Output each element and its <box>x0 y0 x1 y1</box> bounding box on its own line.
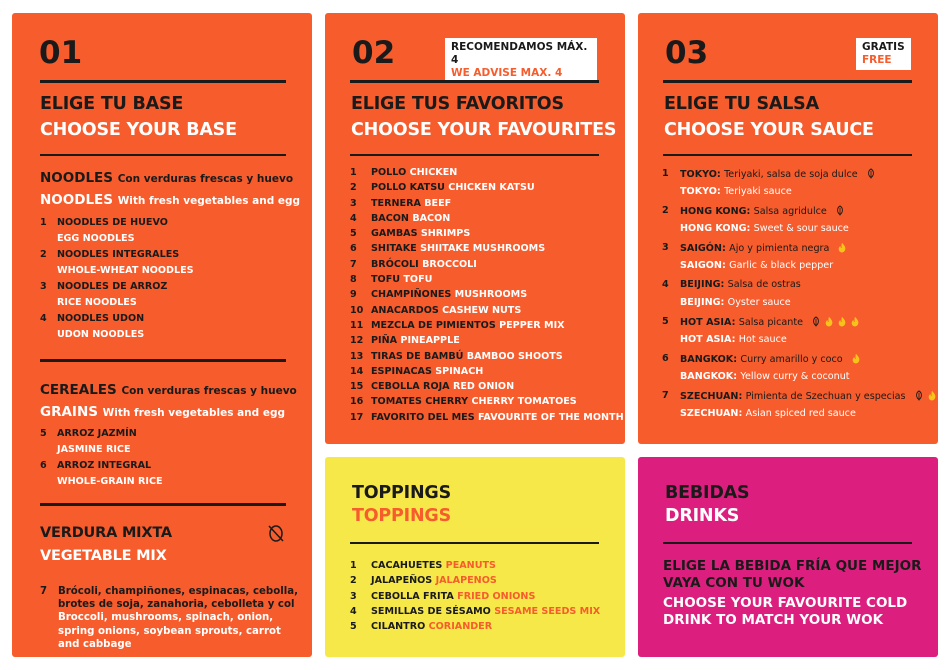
sauce-es <box>680 168 876 182</box>
item-index: 7 <box>350 258 357 270</box>
item-index: 16 <box>350 396 364 408</box>
item-en: FAVOURITE OF THE MONTH <box>477 411 624 423</box>
veg-desc-es-line: brotes de soja, zanahoria, cebolleta y col <box>58 599 295 611</box>
item-en: PEANUTS <box>445 560 496 571</box>
item-en: BAMBOO SHOOTS <box>466 350 563 362</box>
item-index: 6 <box>40 460 47 471</box>
chili-flame-icon <box>821 318 834 329</box>
sauce-icons <box>834 242 847 256</box>
veg-desc-es-line: Brócoli, champiñones, espinacas, cebolla, <box>58 586 298 597</box>
no-egg-icon <box>266 523 286 543</box>
noodles-desc-es: Con verduras frescas y huevo <box>117 173 294 185</box>
item-text <box>371 303 521 318</box>
sauce-icons <box>808 316 860 330</box>
item-index: 14 <box>350 365 364 377</box>
item-text <box>371 410 624 425</box>
chili-flame-icon <box>847 318 860 329</box>
sauce-name-en: HOT ASIA: <box>680 334 736 345</box>
sauce-desc-en: Asian spiced red sauce <box>745 408 856 419</box>
grains-heading-en <box>40 406 285 420</box>
item-index: 1 <box>662 168 669 179</box>
item-index: 2 <box>40 249 47 260</box>
grains-label-es: CEREALES <box>40 382 117 398</box>
item-en: CHICKEN KATSU <box>448 182 535 194</box>
step-number: 01 <box>39 35 83 71</box>
veg-title-en: VEGETABLE MIX <box>40 548 167 564</box>
item-text <box>371 558 496 573</box>
item-es: MEZCLA DE PIMIENTOS <box>371 319 496 331</box>
item-es: NOODLES DE HUEVO <box>57 217 168 228</box>
item-text <box>371 257 477 272</box>
sauce-en <box>680 408 856 420</box>
sauce-name-en: SZECHUAN: <box>680 408 743 419</box>
badge-text-es: GRATIS <box>862 41 905 53</box>
chili-flame-icon <box>834 244 847 255</box>
item-text <box>371 619 492 634</box>
item-index: 3 <box>662 242 669 253</box>
item-en: MUSHROOMS <box>454 289 528 301</box>
step-number: 03 <box>665 35 709 71</box>
sauce-en <box>680 371 850 383</box>
sauce-name-es: BANGKOK: <box>680 354 738 365</box>
drinks-text-en <box>663 595 907 629</box>
divider <box>350 542 599 544</box>
item-index: 6 <box>662 353 669 364</box>
item-es: JALAPEÑOS <box>371 575 433 587</box>
toppings-panel <box>325 457 625 657</box>
divider <box>663 542 912 544</box>
item-index: 3 <box>40 281 47 292</box>
item-index: 2 <box>350 182 357 194</box>
item-en: CHERRY TOMATOES <box>471 396 577 408</box>
item-en: PEPPER MIX <box>499 319 565 331</box>
sauce-desc-es: Curry amarillo y coco <box>740 354 843 365</box>
item-en: BACON <box>412 212 451 224</box>
sauce-es <box>680 353 861 367</box>
item-en: WHOLE-WHEAT NOODLES <box>57 265 194 276</box>
item-es: SHITAKE <box>371 243 417 255</box>
item-index: 3 <box>350 590 357 602</box>
sauce-name-en: BANGKOK: <box>680 371 738 382</box>
item-es: NOODLES UDON <box>57 313 145 324</box>
divider <box>663 80 912 83</box>
item-index: 2 <box>662 205 669 216</box>
item-index: 17 <box>350 411 364 423</box>
leaf-icon <box>911 392 924 403</box>
noodles-label-es: NOODLES <box>40 170 114 186</box>
item-es: CHAMPIÑONES <box>371 289 452 301</box>
sauce-es <box>680 390 937 404</box>
divider <box>350 154 599 156</box>
item-index: 7 <box>40 586 48 597</box>
item-es: TOFU <box>371 274 401 286</box>
divider <box>40 80 286 83</box>
sauce-name-en: HONG KONG: <box>680 223 751 234</box>
item-index: 1 <box>40 217 47 228</box>
item-es: TIRAS DE BAMBÚ <box>371 350 464 362</box>
badge-text-es: RECOMENDAMOS MÁX. 4 <box>451 41 588 66</box>
sauce-icons <box>863 168 876 182</box>
sauce-icons <box>911 390 937 404</box>
item-text <box>371 573 497 588</box>
item-text <box>371 333 460 348</box>
grains-label-en: GRAINS <box>40 404 98 420</box>
item-index: 12 <box>350 335 364 347</box>
item-index: 5 <box>350 621 357 633</box>
item-en: RED ONION <box>452 381 515 393</box>
toppings-title-es: TOPPINGS <box>352 483 451 503</box>
item-index: 1 <box>350 167 357 178</box>
item-es: CEBOLLA ROJA <box>371 381 450 393</box>
item-en: SHIITAKE MUSHROOMS <box>420 243 546 255</box>
noodles-heading-en <box>40 194 300 208</box>
item-text <box>371 272 432 287</box>
sauce-desc-en: Sweet & sour sauce <box>753 223 849 234</box>
item-en: CASHEW NUTS <box>442 304 522 316</box>
item-es: ARROZ JAZMÍN <box>57 428 137 439</box>
sauce-en <box>680 223 849 235</box>
item-es: NOODLES INTEGRALES <box>57 249 180 260</box>
free-badge <box>856 38 911 70</box>
item-en: SHRIMPS <box>420 228 471 240</box>
item-en: CHICKEN <box>409 167 458 178</box>
base-title-es: ELIGE TU BASE <box>40 94 184 114</box>
item-en: UDON NOODLES <box>57 329 145 340</box>
sauce-desc-es: Salsa picante <box>738 317 803 328</box>
item-text <box>371 226 470 241</box>
item-es: ARROZ INTEGRAL <box>57 460 152 471</box>
sauce-desc-en: Yellow curry & coconut <box>740 371 850 382</box>
item-index: 5 <box>350 228 357 240</box>
badge-text-en: WE ADVISE MAX. 4 <box>451 67 563 79</box>
item-es: CILANTRO <box>371 621 426 633</box>
favourites-title-es: ELIGE TUS FAVORITOS <box>351 94 564 114</box>
leaf-icon <box>863 170 876 181</box>
drinks-panel <box>638 457 938 657</box>
veg-desc-en-line: spring onions, soybean sprouts, carrot <box>58 625 281 637</box>
sauce-es <box>680 316 860 330</box>
item-text <box>371 196 451 211</box>
sauce-en <box>680 334 787 346</box>
item-es: BACON <box>371 212 409 224</box>
item-es: NOODLES DE ARROZ <box>57 281 168 292</box>
divider <box>40 154 286 156</box>
item-en: PINEAPPLE <box>400 335 460 347</box>
item-text <box>371 180 535 195</box>
leaf-icon <box>808 318 821 329</box>
chili-flame-icon <box>848 355 861 366</box>
item-index: 4 <box>350 605 357 617</box>
sauce-icons <box>832 205 845 219</box>
drinks-text-es <box>663 558 921 592</box>
grains-heading-es <box>40 384 297 398</box>
toppings-title-en: TOPPINGS <box>352 506 451 526</box>
item-es: BRÓCOLI <box>371 258 419 270</box>
item-text <box>371 211 450 226</box>
sauce-en <box>680 260 833 272</box>
noodles-heading-es <box>40 172 293 186</box>
item-index: 3 <box>350 197 357 209</box>
item-index: 4 <box>350 212 357 224</box>
favourites-title-en: CHOOSE YOUR FAVOURITES <box>351 120 617 140</box>
favourites-panel <box>325 13 625 444</box>
sauce-es <box>680 205 845 219</box>
divider <box>350 80 599 83</box>
noodles-desc-en: With fresh vegetables and egg <box>117 195 301 207</box>
item-text <box>371 604 600 619</box>
max-badge <box>445 38 597 83</box>
item-text <box>371 379 514 394</box>
sauce-desc-es: Pimienta de Szechuan y especias <box>745 391 906 402</box>
veg-description <box>40 585 298 651</box>
item-index: 4 <box>662 279 669 290</box>
step-number: 02 <box>352 35 396 71</box>
item-es: POLLO <box>371 167 407 178</box>
item-index: 15 <box>350 381 364 393</box>
veg-desc-en-line: Broccoli, mushrooms, spinach, onion, <box>58 612 274 624</box>
item-en: BEEF <box>424 197 452 209</box>
drinks-line-en: DRINK TO MATCH YOUR WOK <box>663 612 884 628</box>
sauce-name-es: BEIJING: <box>680 279 725 290</box>
item-en: EGG NOODLES <box>57 233 135 244</box>
item-index: 5 <box>40 428 47 439</box>
grains-desc-en: With fresh vegetables and egg <box>102 407 285 419</box>
item-en: CORIANDER <box>428 621 493 633</box>
item-es: TOMATES CHERRY <box>371 396 469 408</box>
sauce-desc-es: Teriyaki, salsa de soja dulce <box>724 169 858 180</box>
item-es: SEMILLAS DE SÉSAMO <box>371 605 491 617</box>
drinks-title-en: DRINKS <box>665 506 740 526</box>
item-text <box>371 287 527 302</box>
drinks-line-en: CHOOSE YOUR FAVOURITE COLD <box>663 595 908 611</box>
drinks-line-es: VAYA CON TU WOK <box>663 575 805 591</box>
sauce-name-es: HONG KONG: <box>680 206 751 217</box>
noodles-label-en: NOODLES <box>40 192 114 208</box>
sauce-desc-es: Ajo y pimienta negra <box>729 243 830 254</box>
item-index: 2 <box>350 575 357 587</box>
drinks-line-es: ELIGE LA BEBIDA FRÍA QUE MEJOR <box>663 558 922 574</box>
item-es: PIÑA <box>371 335 398 347</box>
sauce-desc-en: Hot sauce <box>738 334 787 345</box>
sauce-desc-en: Oyster sauce <box>727 297 791 308</box>
item-en: JASMINE RICE <box>57 444 131 455</box>
item-es: FAVORITO DEL MES <box>371 411 475 423</box>
veg-desc-en-line: and cabbage <box>58 638 132 650</box>
item-en: RICE NOODLES <box>57 297 137 308</box>
item-text <box>371 165 457 180</box>
sauce-name-es: TOKYO: <box>680 169 721 180</box>
veg-title-es: VERDURA MIXTA <box>40 525 172 541</box>
item-text <box>371 241 545 256</box>
item-en: FRIED ONIONS <box>457 590 536 602</box>
item-en: TOFU <box>403 274 433 286</box>
item-index: 11 <box>350 319 364 331</box>
divider <box>40 359 286 362</box>
grains-desc-es: Con verduras frescas y huevo <box>121 385 297 397</box>
item-text <box>371 394 577 409</box>
sauce-title-es: ELIGE TU SALSA <box>664 94 819 114</box>
item-es: POLLO KATSU <box>371 182 445 194</box>
item-index: 6 <box>350 243 357 255</box>
item-index: 5 <box>662 316 669 327</box>
sauce-name-es: SAIGÓN: <box>680 243 726 254</box>
sauce-name-es: HOT ASIA: <box>680 317 736 328</box>
item-es: GAMBAS <box>371 228 418 240</box>
sauce-panel <box>638 13 938 444</box>
item-text <box>371 318 565 333</box>
sauce-desc-en: Teriyaki sauce <box>724 186 792 197</box>
item-en: SESAME SEEDS MIX <box>494 605 601 617</box>
sauce-name-en: BEIJING: <box>680 297 725 308</box>
sauce-desc-es: Salsa agridulce <box>753 206 827 217</box>
item-text <box>371 364 483 379</box>
item-en: JALAPENOS <box>435 575 497 587</box>
chili-flame-icon <box>924 392 937 403</box>
item-en: BROCCOLI <box>422 258 477 270</box>
badge-text-en: FREE <box>862 54 892 66</box>
item-index: 7 <box>662 390 669 401</box>
divider <box>40 503 286 506</box>
item-text <box>371 349 563 364</box>
drinks-title-es: BEBIDAS <box>665 483 750 503</box>
item-es: TERNERA <box>371 197 421 209</box>
item-index: 8 <box>350 274 357 286</box>
sauce-desc-en: Garlic & black pepper <box>729 260 834 271</box>
sauce-name-es: SZECHUAN: <box>680 391 743 402</box>
base-title-en: CHOOSE YOUR BASE <box>40 120 237 140</box>
sauce-desc-es: Salsa de ostras <box>727 279 801 290</box>
item-es: ANACARDOS <box>371 304 439 316</box>
chili-flame-icon <box>834 318 847 329</box>
sauce-icons <box>848 353 861 367</box>
item-es: CACAHUETES <box>371 560 443 571</box>
divider <box>663 154 912 156</box>
item-en: WHOLE-GRAIN RICE <box>57 476 163 487</box>
item-en: SPINACH <box>435 365 484 377</box>
item-es: CEBOLLA FRITA <box>371 590 454 602</box>
item-index: 13 <box>350 350 364 362</box>
sauce-en <box>680 297 791 309</box>
item-index: 9 <box>350 289 357 301</box>
sauce-name-en: SAIGON: <box>680 260 726 271</box>
item-index: 1 <box>350 560 357 571</box>
sauce-en <box>680 186 792 198</box>
item-index: 10 <box>350 304 364 316</box>
item-index: 4 <box>40 313 47 324</box>
item-text <box>371 589 535 604</box>
sauce-es <box>680 242 847 256</box>
leaf-icon <box>832 207 845 218</box>
base-panel <box>12 13 312 657</box>
sauce-name-en: TOKYO: <box>680 186 721 197</box>
sauce-title-en: CHOOSE YOUR SAUCE <box>664 120 874 140</box>
sauce-es <box>680 279 806 291</box>
item-es: ESPINACAS <box>371 365 432 377</box>
